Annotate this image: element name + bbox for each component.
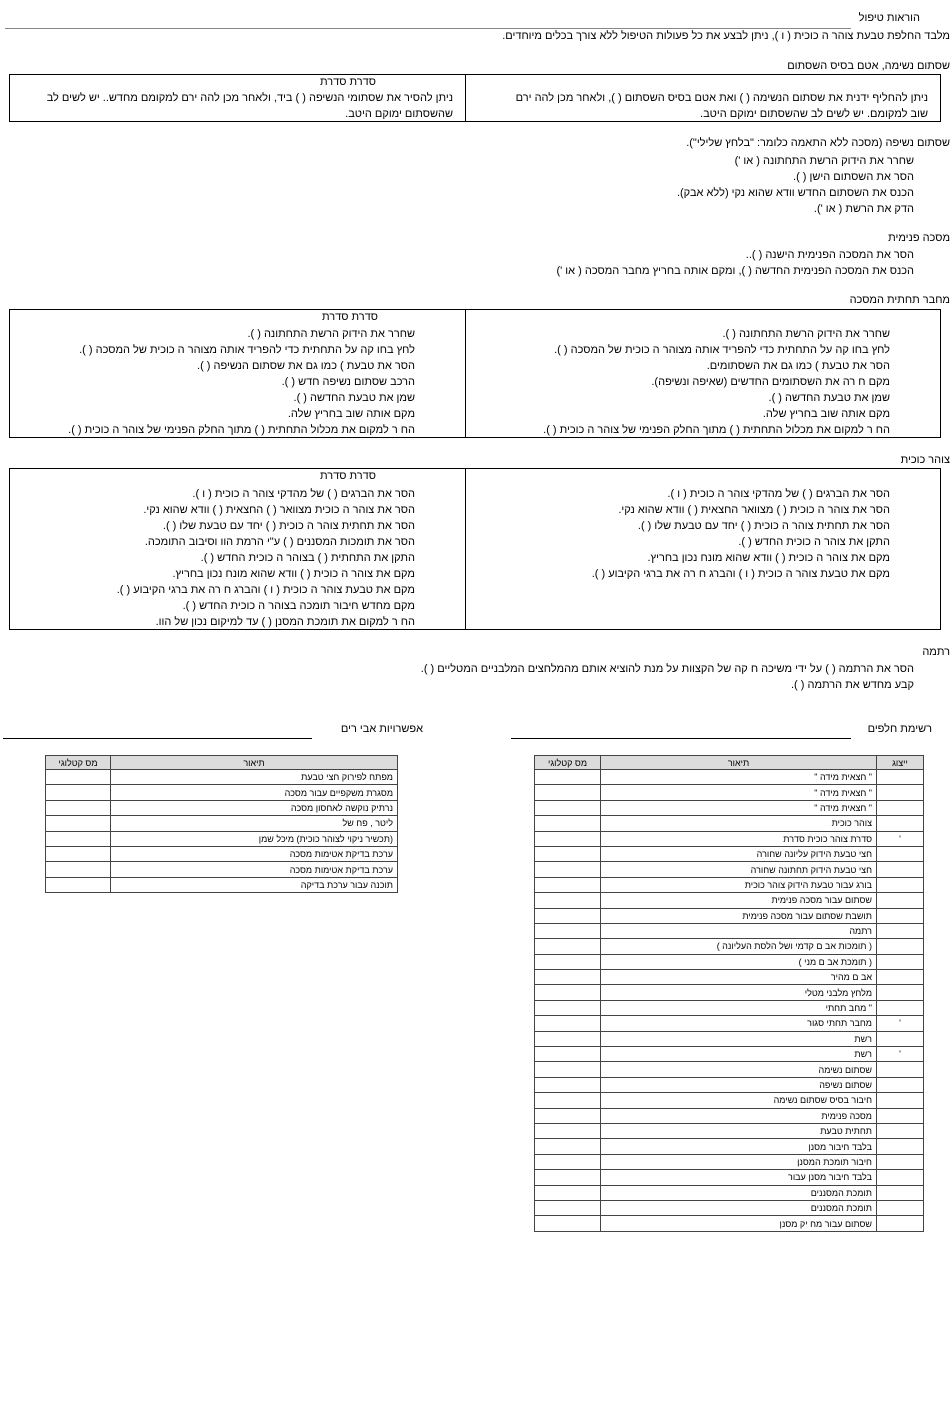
table-row [535,1047,924,1062]
accessories-table [45,755,398,893]
s4-left-step: הרכב שסתום נשיפה חדש ( ). [281,376,415,388]
s4-right-step: שחרר את הידוק הרשת התחתונה ( ). [722,328,890,340]
parts-catalog-cell [535,1200,601,1215]
parts-description-cell: בלבד חיבור מסנן עבור [601,1170,877,1185]
parts-ref-cell: ' [877,1016,924,1031]
parts-ref-cell [877,985,924,1000]
accessories-description-cell: ערכת בדיקת אטימות מסכה [111,846,398,861]
s5-left-step: הח ר למקום את תומכת המסנן ( ) עד למיקום נכון של הוו. [155,616,415,628]
section-4-divider [465,309,466,438]
section-6-steps [421,661,914,693]
accessories-description-cell: נרתיק נוקשה לאחסון מסכה [111,800,398,815]
s2-step: שחרר את הידוק הרשת התחתונה ( או ') [734,155,914,167]
table-row [46,877,398,892]
table-row [46,770,398,785]
parts-ref-cell [877,1139,924,1154]
accessories-description-cell: ערכת בדיקת אטימות מסכה [111,862,398,877]
table-row [535,1185,924,1200]
parts-catalog-cell [535,893,601,908]
table-row [535,1031,924,1046]
table-row [46,800,398,815]
section-4-right-column [543,326,890,438]
table-row [535,939,924,954]
table-row [46,862,398,877]
table-row [535,800,924,815]
parts-catalog-cell [535,1031,601,1046]
parts-catalog-cell [535,816,601,831]
s1-right-line: ניתן להחליף ידנית את שסתום הנשימה ( ) ואת אטם בסיס השסתום ( ), ולאחר מכן להה ירם [515,92,928,104]
parts-catalog-cell [535,1093,601,1108]
table-row [535,770,924,785]
parts-description-cell: רשת [601,1031,877,1046]
parts-catalog-cell [535,1047,601,1062]
accessories-catalog-cell [46,816,111,831]
s5-right-step: הסר את צוהר ה כוכית ( ) מצוואר החצאית ( ) וודא שהוא נקי. [618,504,890,516]
parts-ref-cell [877,800,924,815]
s1-left-line: ניתן להסיר את שסתומי הנשיפה ( ) ביד, ולאחר מכן להה ירם למקומם מחדש.. יש לשים לב [46,92,453,104]
section-1-right-column [516,90,928,122]
page-title: הוראות טיפול [858,12,920,24]
parts-description-cell: בלבד חיבור מסנן [601,1139,877,1154]
parts-table [534,755,924,1232]
parts-description-cell: ( תומכת אב ם מני ) [601,954,877,969]
accessories-catalog-cell [46,785,111,800]
table-row [535,1216,924,1231]
parts-catalog-cell [535,908,601,923]
parts-description-cell: תחתית טבעת [601,1123,877,1138]
table-row [535,985,924,1000]
table-row [535,1093,924,1108]
parts-ref-cell [877,908,924,923]
parts-catalog-cell [535,1185,601,1200]
parts-description-cell: צוהר כוכית [601,816,877,831]
s4-right-step: מקם אותה שוב בחריץ שלה. [762,408,890,420]
section-5-series-label: סדרת סדרת [320,470,376,482]
intro-text: מלבד החלפת טבעת צוהר ה כוכית ( ו ), ניתן לבצע את כל פעולות הטיפול ללא צורך בכלים מיוחדים. [502,30,950,42]
table-row [535,785,924,800]
table-row [535,923,924,938]
parts-ref-cell [877,770,924,785]
s5-right-step: התקן את צוהר ה כוכית החדש ( ). [738,536,890,548]
parts-catalog-cell [535,1170,601,1185]
parts-catalog-cell [535,846,601,861]
parts-description-cell: בורג עבור טבעת הידוק צוהר כוכית [601,877,877,892]
table-row [535,846,924,861]
section-5-title: צוהר כוכית [900,454,950,466]
s4-right-step: שמן את טבעת החדשה ( ). [768,392,890,404]
parts-description-cell: " חצאית מידה " [601,800,877,815]
s4-right-step: לחץ בחו קה על התחתית כדי להפריד אותה מצוהר ה כוכית של המסכה ( ). [554,344,890,356]
parts-ref-cell [877,923,924,938]
accessories-rule [3,738,312,739]
section-3-title: מסכה פנימית [888,232,950,244]
accessories-title: אפשרויות אבי רים [340,723,423,735]
table-row [535,1062,924,1077]
parts-description-cell: " חצאית מידה " [601,785,877,800]
s3-step: הכנס את המסכה הפנימית החדשה ( ), ומקם אותה בחריץ מחבר המסכה ( או ') [556,265,914,277]
parts-ref-cell [877,1170,924,1185]
parts-ref-cell [877,1108,924,1123]
accessories-catalog-cell [46,862,111,877]
table-row [535,862,924,877]
section-5-right-column [592,486,890,582]
table-row [535,954,924,969]
parts-ref-cell: ' [877,831,924,846]
s5-right-step: הסר את תחתית צוהר ה כוכית ( ) יחד עם טבעת שלו ( ). [637,520,890,532]
table-row [535,1170,924,1185]
parts-catalog-cell [535,877,601,892]
parts-description-cell: תושבת שסתום עבור מסכה פנימית [601,908,877,923]
s1-left-line: שהשסתום ימוקם היטב. [345,108,453,120]
parts-description-cell: שסתום נשיפה [601,1077,877,1092]
section-4-left-column [68,326,415,438]
parts-ref-cell [877,939,924,954]
s2-step: הסר את השסתום הישן ( ). [793,171,914,183]
parts-ref-cell [877,862,924,877]
parts-description-cell: חצי טבעת הידוק עליונה שחורה [601,846,877,861]
parts-description-cell: מלחץ מלבני מטלי [601,985,877,1000]
accessories-catalog-cell [46,831,111,846]
s4-left-step: מקם אותה שוב בחריץ שלה. [287,408,415,420]
s4-right-step: הח ר למקום את מכלול התחתית ( ) מתוך החלק הפנימי של צוהר ה כוכית ( ). [543,424,890,436]
section-5-divider [465,468,466,630]
s4-left-step: לחץ בחו קה על התחתית כדי להפריד אותה מצוהר ה כוכית של המסכה ( ). [79,344,415,356]
parts-catalog-cell [535,770,601,785]
parts-description-cell: " חצאית מידה " [601,770,877,785]
section-5-left-column [117,486,415,630]
accessories-description-cell: מסגרת משקפיים עבור מסכה [111,785,398,800]
parts-description-cell: רשת [601,1047,877,1062]
s4-left-step: הסר את טבעת ) כמו גם את שסתום הנשיפה ( ). [197,360,415,372]
parts-ref-cell [877,877,924,892]
parts-ref-cell [877,1200,924,1215]
parts-header-description: תיאור [601,756,877,770]
section-6-title: רתמה [922,646,950,658]
table-row [535,1154,924,1169]
s5-right-step: הסר את הברגים ( ) של מהדקי צוהר ה כוכית ( ו ). [667,488,890,500]
parts-ref-cell [877,1000,924,1015]
s1-right-line: שוב למקומם. יש לשים לב שהשסתום ימוקם היטב. [700,108,928,120]
s5-left-step: הסר את תחתית צוהר ה כוכית ( ) יחד עם טבעת שלו ( ). [162,520,415,532]
parts-header-catalog: מס קטלוגי [535,756,601,770]
parts-catalog-cell [535,1108,601,1123]
s4-left-step: הח ר למקום את מכלול התחתית ( ) מתוך החלק הפנימי של צוהר ה כוכית ( ). [68,424,415,436]
section-2-title: שסתום נשיפה (מסכה ללא התאמה כלומר: "בלחץ שלילי"). [686,137,950,149]
parts-description-cell: אב ם מהיר [601,970,877,985]
parts-ref-cell [877,1077,924,1092]
parts-description-cell: חיבור בסיס שסתום נשימה [601,1093,877,1108]
table-row [535,816,924,831]
parts-list-rule [511,738,851,739]
parts-description-cell: ( תומכות אב ם קדמי ושל הלסת העליונה ) [601,939,877,954]
parts-catalog-cell [535,1139,601,1154]
parts-catalog-cell [535,1077,601,1092]
parts-ref-cell [877,1123,924,1138]
table-row [535,1123,924,1138]
parts-list-title: רשימת חלפים [867,723,932,735]
section-1-series-label: סדרת סדרת [320,76,376,88]
parts-ref-cell [877,893,924,908]
parts-ref-cell [877,954,924,969]
section-1-divider [465,74,466,122]
accessories-description-cell: (תכשיר ניקוי לצוהר כוכית) מיכל שמן [111,831,398,846]
parts-description-cell: סדרת צוהר כוכית סדרת [601,831,877,846]
parts-description-cell: תומכת המסננים [601,1185,877,1200]
section-3-steps [556,247,914,279]
s6-step: הסר את הרתמה ( ) על ידי משיכה ח קה של הקצוות על מנת להוציא אותם מהמלחצים המלבניים המטליים ( ). [420,663,914,675]
accessories-description-cell: מפתח לפירוק חצי טבעת [111,770,398,785]
accessories-catalog-cell [46,877,111,892]
s4-left-step: שמן את טבעת החדשה ( ). [293,392,415,404]
s3-step: הסר את המסכה הפנימית הישנה ( ).. [745,249,914,261]
accessories-description-cell: ליטר , פח של [111,816,398,831]
parts-catalog-cell [535,800,601,815]
table-row [535,877,924,892]
parts-description-cell: מחבר תחתי סגור [601,1016,877,1031]
section-4-title: מחבר תחתית המסכה [849,294,950,306]
table-row [535,1016,924,1031]
parts-catalog-cell [535,985,601,1000]
s5-left-step: מקם את טבעת צוהר ה כוכית ( ו ) והברג ח רה את ברגי הקיבוע ( ). [116,584,415,596]
parts-catalog-cell [535,831,601,846]
s5-left-step: הסר את תומכות המסננים ( ) ע"י הרמת הוו וסיבוב התומכה. [144,536,415,548]
parts-catalog-cell [535,785,601,800]
parts-ref-cell [877,846,924,861]
parts-description-cell: חצי טבעת הידוק תחתונה שחורה [601,862,877,877]
parts-ref-cell: ' [877,1047,924,1062]
section-1-left-column [47,90,453,122]
table-row [46,846,398,861]
parts-description-cell: חיבור תומכת המסנן [601,1154,877,1169]
parts-catalog-cell [535,970,601,985]
table-row [535,1108,924,1123]
table-row [535,831,924,846]
accessories-catalog-cell [46,846,111,861]
parts-description-cell: " מחב תחתי [601,1000,877,1015]
parts-catalog-cell [535,1000,601,1015]
parts-ref-cell [877,970,924,985]
s5-left-step: הסר את צוהר ה כוכית מצוואר ( ) החצאית ( ) וודא שהוא נקי. [143,504,415,516]
table-row [46,785,398,800]
table-row [46,816,398,831]
accessories-description-cell: תוכנה עבור ערכת בדיקה [111,877,398,892]
parts-catalog-cell [535,862,601,877]
parts-catalog-cell [535,1123,601,1138]
s4-right-step: מקם ח רה את השסתומים החדשים (שאיפה ונשיפה). [651,376,890,388]
table-row [535,970,924,985]
parts-description-cell: שסתום עבור מח יק מסנן [601,1216,877,1231]
accessories-header-description: תיאור [111,756,398,770]
section-1-title: שסתום נשימה, אטם בסיס השסתום [787,60,950,72]
parts-ref-cell [877,1093,924,1108]
table-row [46,831,398,846]
table-row [535,1139,924,1154]
parts-ref-cell [877,785,924,800]
parts-description-cell: מסכה פנימית [601,1108,877,1123]
parts-description-cell: רתמה [601,923,877,938]
parts-ref-cell [877,1185,924,1200]
s5-left-step: התקן את התחתית ( ) בצוהר ה כוכית החדש ( ). [200,552,415,564]
s5-left-step: מקם מחדש חיבור תומכה בצוהר ה כוכית החדש ( ). [182,600,415,612]
table-row [535,893,924,908]
parts-catalog-cell [535,1016,601,1031]
parts-catalog-cell [535,923,601,938]
table-row [535,1077,924,1092]
s4-right-step: הסר את טבעת ) כמו גם את השסתומים. [706,360,890,372]
parts-ref-cell [877,1062,924,1077]
title-rule [5,28,851,29]
parts-ref-cell [877,1216,924,1231]
parts-description-cell: שסתום עבור מסכה פנימית [601,893,877,908]
table-row [535,1000,924,1015]
parts-catalog-cell [535,1216,601,1231]
s2-step: הדק את הרשת ( או '). [813,203,914,215]
accessories-catalog-cell [46,800,111,815]
parts-header-ref: ייצוג [877,756,924,770]
accessories-catalog-cell [46,770,111,785]
s5-right-step: מקם את טבעת צוהר ה כוכית ( ו ) והברג ח רה את ברגי הקיבוע ( ). [591,568,890,580]
table-row [535,1200,924,1215]
parts-description-cell: שסתום נשימה [601,1062,877,1077]
s6-step: קבע מחדש את הרתמה ( ). [791,679,914,691]
accessories-header-catalog: מס קטלוגי [46,756,111,770]
parts-description-cell: תומכת המסננים [601,1200,877,1215]
parts-ref-cell [877,1154,924,1169]
parts-catalog-cell [535,1154,601,1169]
parts-catalog-cell [535,939,601,954]
table-row [535,908,924,923]
parts-catalog-cell [535,954,601,969]
s2-step: הכנס את השסתום החדש וודא שהוא נקי (ללא אבק). [676,187,914,199]
s5-left-step: הסר את הברגים ( ) של מהדקי צוהר ה כוכית ( ו ). [192,488,415,500]
s5-left-step: מקם את צוהר ה כוכית ( ) וודא שהוא מונח נכון בחריץ. [172,568,415,580]
parts-catalog-cell [535,1062,601,1077]
section-2-steps [677,153,914,217]
s4-left-step: שחרר את הידוק הרשת התחתונה ( ). [247,328,415,340]
accessories-table-header [46,756,398,770]
s5-right-step: מקם את צוהר ה כוכית ( ) וודא שהוא מונח נכון בחריץ. [647,552,890,564]
section-4-series-label: סדרת סדרת [322,311,378,323]
parts-ref-cell [877,816,924,831]
parts-table-header [535,756,924,770]
parts-ref-cell [877,1031,924,1046]
